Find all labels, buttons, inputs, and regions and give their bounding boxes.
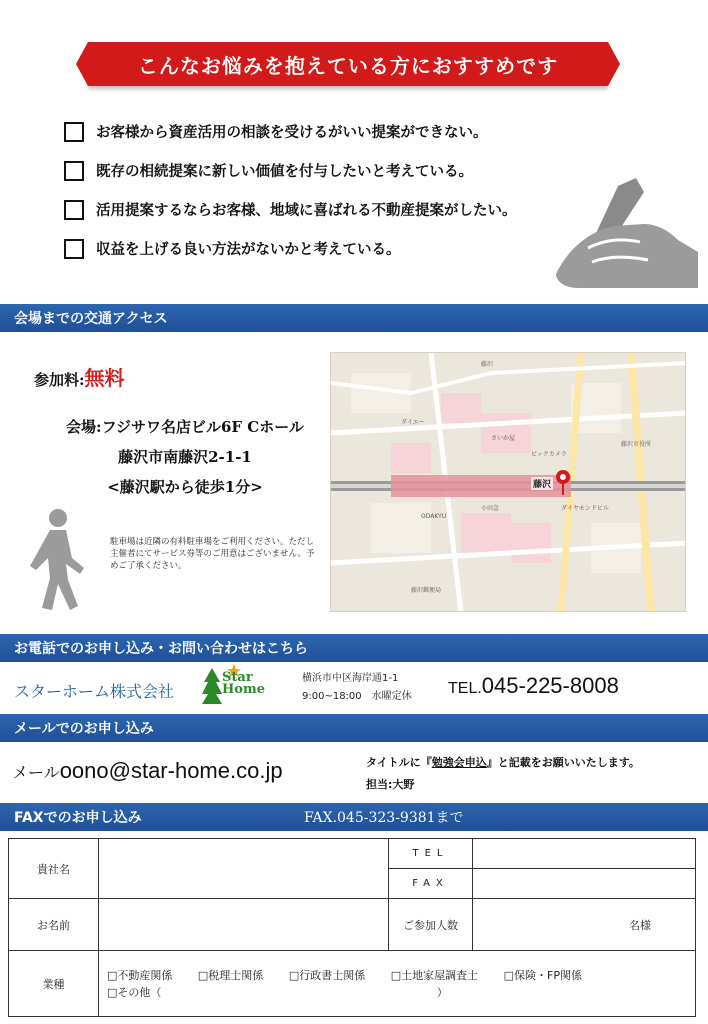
fee-label: 参加料: [34,371,85,389]
pen-writing-icon [548,178,700,288]
section-bar-access [0,304,708,332]
logo-wordmark: Star Home [222,670,265,697]
business-hours: 9:00~18:00 水曜定休 [302,691,412,702]
banner-title: こんなお悩みを抱えている方におすすめです [137,53,559,78]
checklist-item [64,151,604,190]
form-label-name: お名前 [9,899,99,951]
form-label-attendees: ご参加人数 [389,899,473,951]
form-field-company[interactable] [99,839,389,899]
form-label-fax: FAX [389,869,473,899]
checkbox[interactable] [64,122,84,142]
checkbox[interactable] [64,161,84,181]
section-bar-phone [0,634,708,662]
venue-name: 会場:フジサワ名店ビル6F Cホール [66,418,304,436]
parking-note: 駐車場は近隣の有料駐車場をご利用ください。ただし主催者にてサービス券等のご用意はございません。予めご了承ください。 [110,537,315,571]
checklist-item [64,190,604,229]
map-label: 藤沢郵便局 [411,587,442,594]
checklist-item-text: 既存の相続提案に新しい価値を付与したいと考えている。 [96,163,473,180]
checklist-item [64,112,604,151]
venue-info [50,412,320,502]
business-option[interactable]: □税理士関係 [197,968,264,982]
venue-address: 藤沢市南藤沢2-1-1 [118,448,252,466]
form-field-name[interactable] [99,899,389,951]
venue-walk: <藤沢駅から徒歩1分> [107,478,263,496]
email-address[interactable] [12,758,283,784]
fax-application-form [8,838,696,1017]
map-label: ダイエー [401,419,425,426]
banner-ribbon [88,42,608,86]
map-label: 小田急 [481,505,500,512]
star-home-logo [200,664,276,708]
section-bar-mail [0,714,708,742]
section-title-mail: メールでのお申し込み [14,721,154,737]
checklist-item-text: 活用提案するならお客様、地域に喜ばれる不動産提案がしたい。 [96,202,517,219]
attendees-unit: 名様 [629,918,651,932]
walking-person-icon [28,508,90,610]
company-name: スターホーム株式会社 [14,682,175,701]
map-label: ODAKYU [421,513,447,520]
checkbox[interactable] [64,239,84,259]
fee-value: 無料 [84,366,125,390]
tel-number: 045-225-8008 [481,673,619,698]
map-label: 藤沢 [481,361,494,368]
map-label: ビックカメラ [531,451,567,458]
mail-label: メール [12,765,60,782]
form-field-attendees[interactable] [473,899,696,951]
section-title-phone: お電話でのお申し込み・お問い合わせはこちら [14,641,308,657]
banner [78,38,618,96]
form-field-tel[interactable] [473,839,696,869]
mail-address: oono@star-home.co.jp [59,758,283,783]
business-option[interactable]: □土地家屋調査士 [390,968,479,982]
business-option[interactable]: □行政書士関係 [288,968,366,982]
checklist [64,112,604,268]
business-option-other[interactable]: □その他（ [107,985,162,999]
checklist-item-text: 収益を上げる良い方法がないかと考えている。 [96,241,401,258]
form-field-fax[interactable] [473,869,696,899]
business-option[interactable]: □不動産関係 [107,968,173,982]
phone-number[interactable] [448,673,619,699]
checklist-item-text: お客様から資産活用の相談を受けるがいい提案ができない。 [96,124,488,141]
company-address [302,670,412,706]
map-label: ダイヤモンドビル [561,505,609,512]
checkbox[interactable] [64,200,84,220]
map-label: 藤沢市役所 [621,441,652,448]
tel-label: TEL. [448,680,482,697]
business-other-close: ） [436,985,448,999]
fax-number: FAX.045-323-9381まで [304,810,464,826]
mail-title-instruction: タイトルに『勉強会申込』と記載をお願いいたします。 [366,756,640,769]
mail-instructions [366,752,640,796]
mail-contact-person: 担当:大野 [366,778,415,791]
address-line: 横浜市中区海岸通1-1 [302,673,399,684]
form-label-company: 貴社名 [9,839,99,899]
checklist-item [64,229,604,268]
fee [34,362,125,391]
form-field-business [99,951,696,1017]
section-title-access: 会場までの交通アクセス [14,311,168,327]
form-label-business: 業種 [9,951,99,1017]
map-label: さいか屋 [491,435,516,442]
mail-title-highlight: 勉強会申込 [431,756,487,769]
access-map[interactable] [330,352,686,612]
business-option[interactable]: □保険・FP関係 [503,968,582,982]
section-title-fax: FAXでのお申し込み [14,810,142,826]
form-label-tel: TEL [389,839,473,869]
map-station-label: 藤沢 [531,477,553,490]
